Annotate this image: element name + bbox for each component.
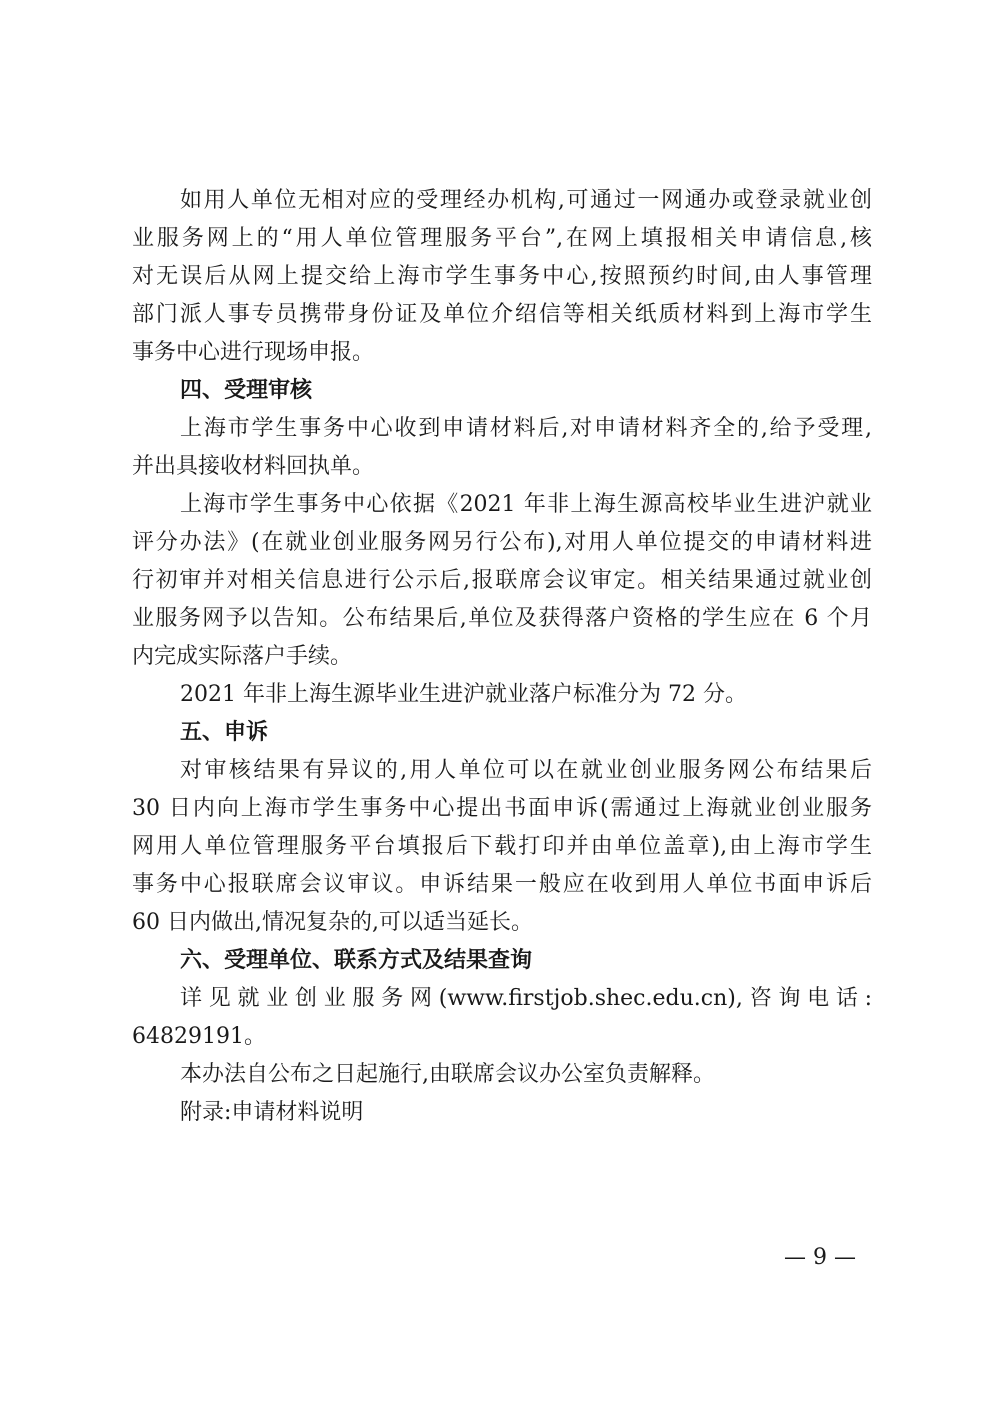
text-line: 上海市学生事务中心依据《2021 年非上海生源高校毕业生进沪就业 — [180, 492, 872, 517]
text-line: 2021 年非上海生源毕业生进沪就业落户标准分为 72 分。 — [180, 682, 747, 707]
paragraph-standard-score — [132, 676, 872, 714]
document-body — [132, 182, 872, 1132]
paragraph-appeal — [132, 752, 872, 942]
paragraph-appendix — [132, 1094, 872, 1132]
paragraph-online-application — [132, 182, 872, 372]
text-line: 评分办法》(在就业创业服务网另行公布),对用人单位提交的申请材料进 — [132, 530, 872, 555]
text-line: 上海市学生事务中心收到申请材料后,对申请材料齐全的,给予受理, — [180, 416, 872, 441]
page-number: — 9 — — [784, 1245, 856, 1270]
text-line: 64829191。 — [132, 1024, 266, 1049]
text-line: 详见就业创业服务网(www.firstjob.shec.edu.cn),咨询电话: — [180, 986, 872, 1011]
text-line: 业服务网上的“用人单位管理服务平台”,在网上填报相关申请信息,核 — [132, 226, 872, 251]
paragraph-contact — [132, 980, 872, 1056]
section-heading-contact: 六、受理单位、联系方式及结果查询 — [180, 948, 533, 973]
text-line: 附录:申请材料说明 — [180, 1100, 364, 1125]
text-line: 如用人单位无相对应的受理经办机构,可通过一网通办或登录就业创 — [180, 188, 872, 213]
text-line: 内完成实际落户手续。 — [132, 644, 353, 669]
text-line: 60 日内做出,情况复杂的,可以适当延长。 — [132, 910, 533, 935]
text-line: 对审核结果有异议的,用人单位可以在就业创业服务网公布结果后 — [180, 758, 872, 783]
text-line: 事务中心报联席会议审议。申诉结果一般应在收到用人单位书面申诉后 — [132, 872, 872, 897]
text-line: 本办法自公布之日起施行,由联席会议办公室负责解释。 — [180, 1062, 715, 1087]
section-heading-appeal: 五、申诉 — [180, 720, 269, 745]
paragraph-scoring — [132, 486, 872, 676]
section-heading-review: 四、受理审核 — [180, 378, 313, 403]
text-line: 并出具接收材料回执单。 — [132, 454, 375, 479]
text-line: 行初审并对相关信息进行公示后,报联席会议审定。相关结果通过就业创 — [132, 568, 872, 593]
text-line: 30 日内向上海市学生事务中心提出书面申诉(需通过上海就业创业服务 — [132, 796, 872, 821]
text-line: 事务中心进行现场申报。 — [132, 340, 375, 365]
text-line: 业服务网予以告知。公布结果后,单位及获得落户资格的学生应在 6 个月 — [132, 606, 872, 631]
paragraph-acceptance — [132, 410, 872, 486]
text-line: 对无误后从网上提交给上海市学生事务中心,按照预约时间,由人事管理 — [132, 264, 872, 289]
text-line: 部门派人事专员携带身份证及单位介绍信等相关纸质材料到上海市学生 — [132, 302, 872, 327]
text-line: 网用人单位管理服务平台填报后下载打印并由单位盖章),由上海市学生 — [132, 834, 872, 859]
paragraph-effective — [132, 1056, 872, 1094]
